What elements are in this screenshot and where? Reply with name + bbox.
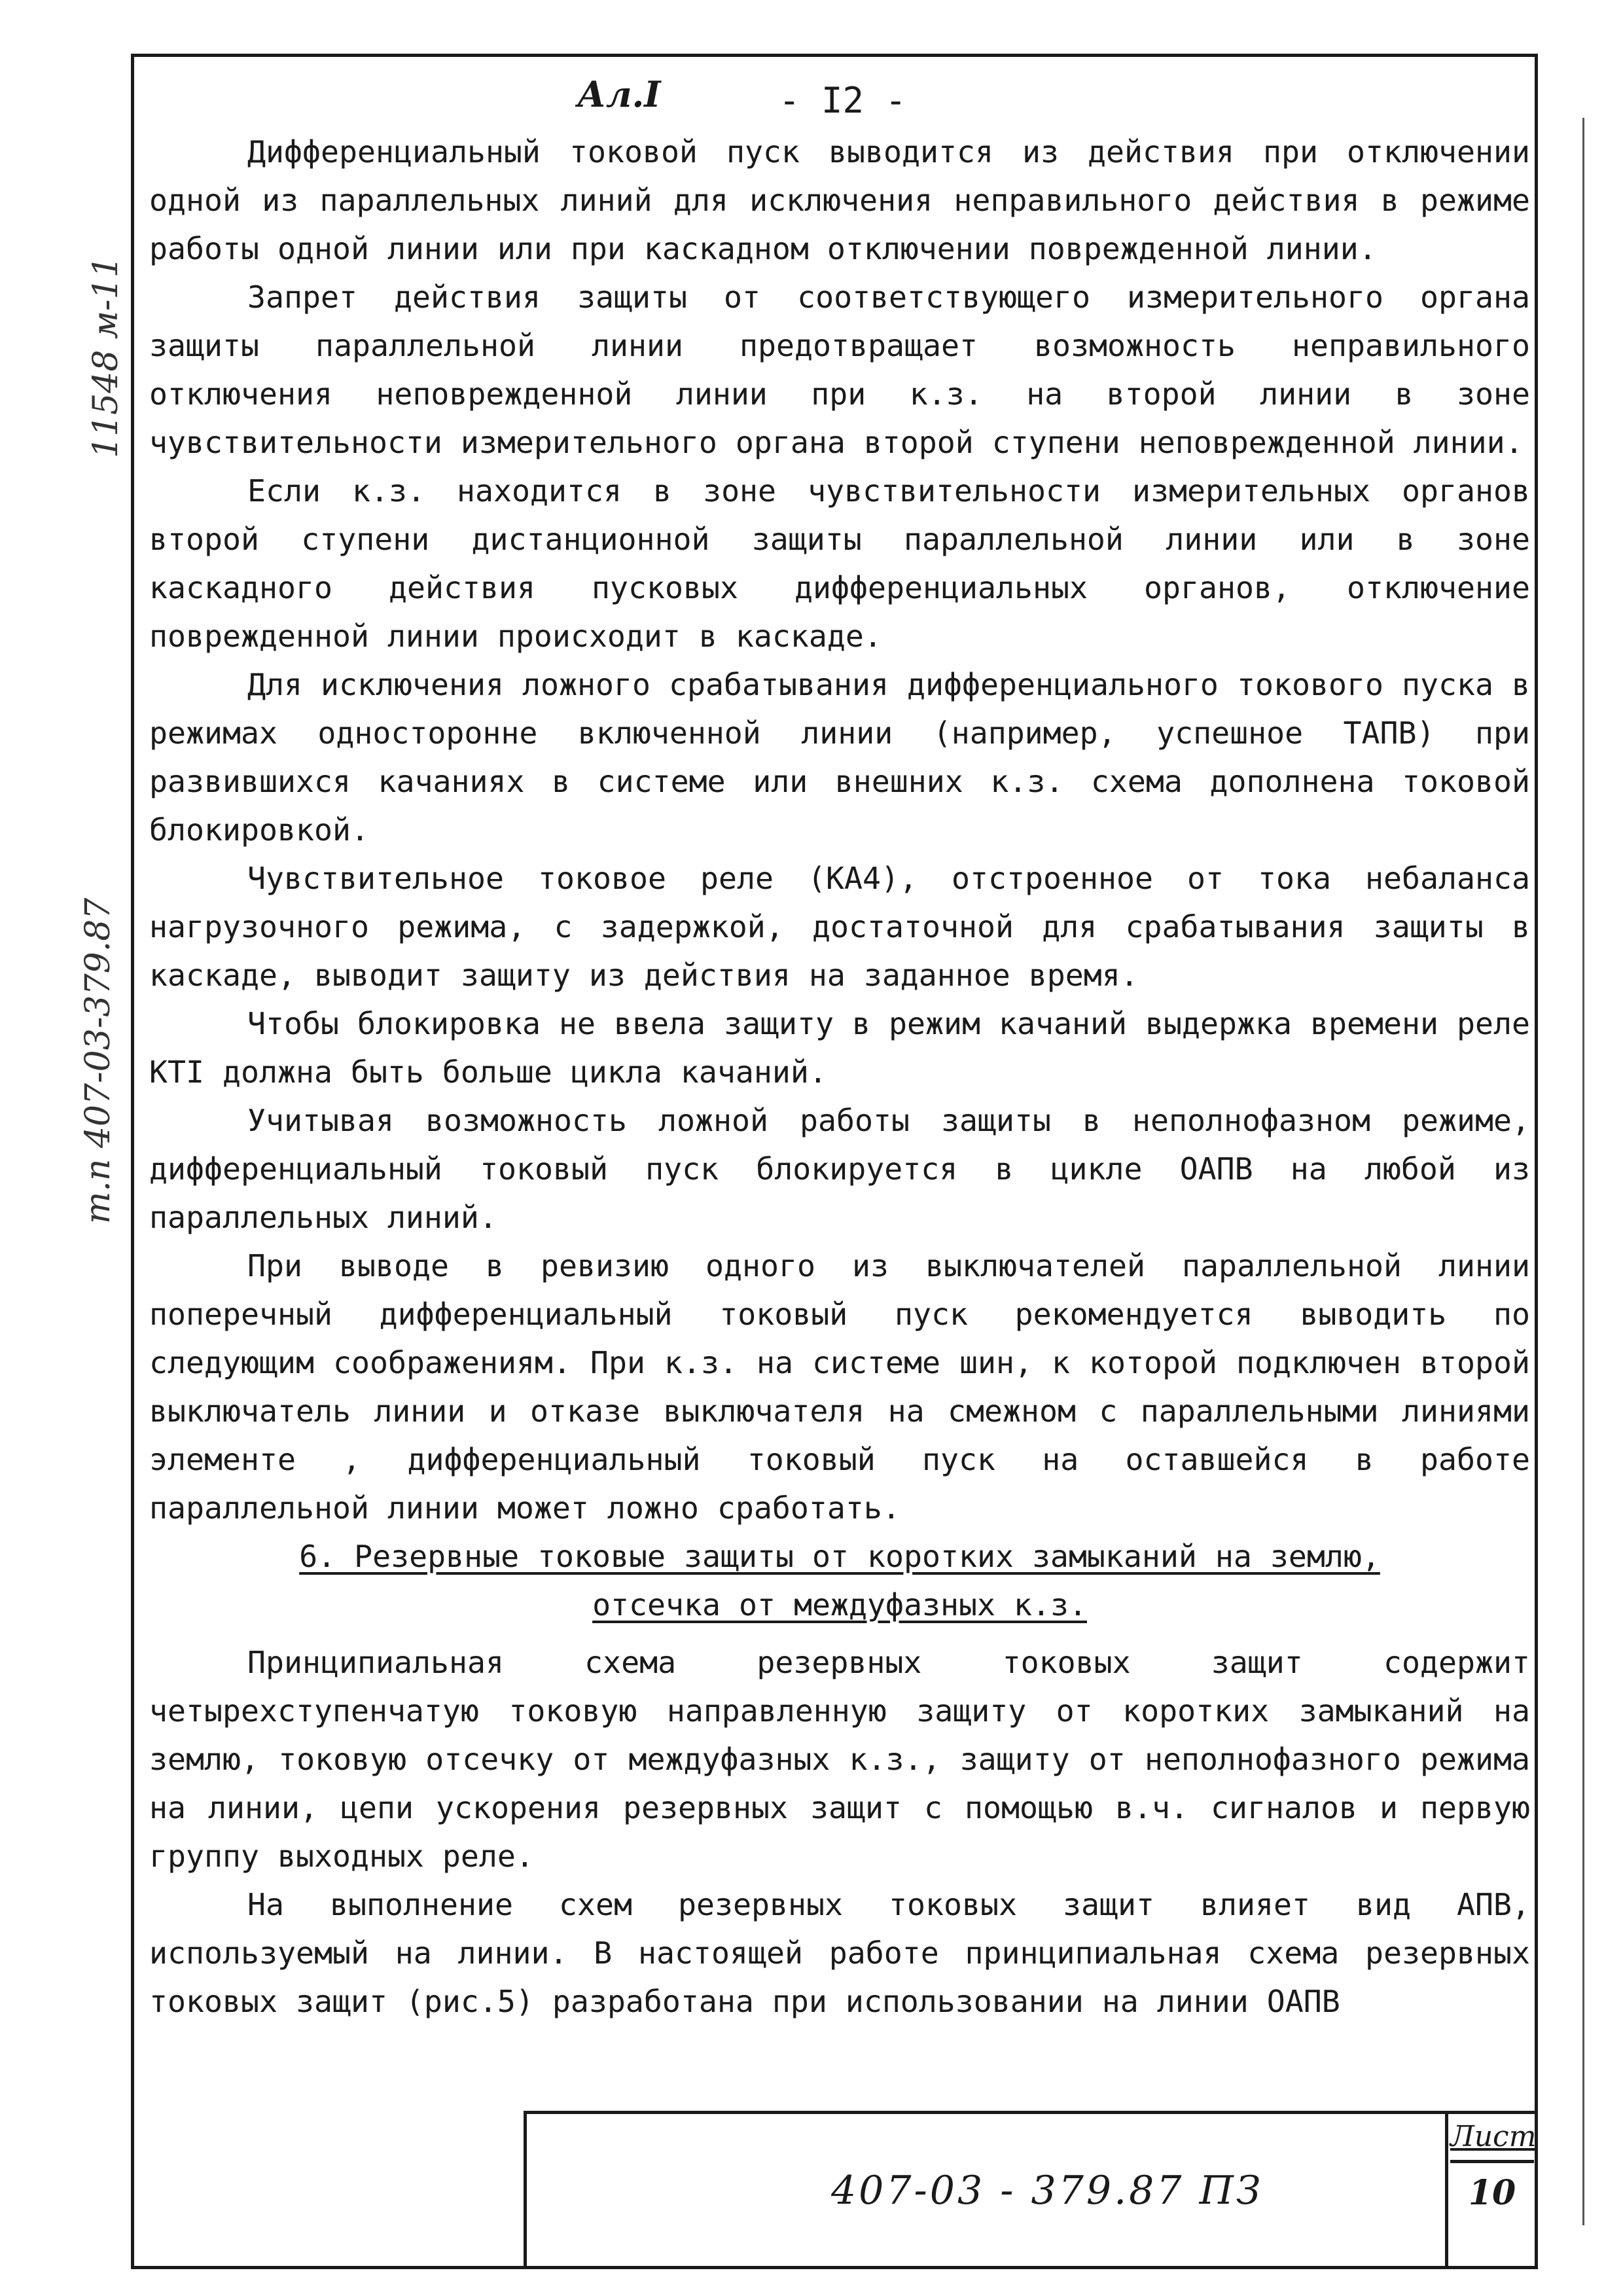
paragraph: Дифференциальный токовой пуск выводится из действия при отключении одной из параллельных линий для исключения неправильного действия в режиме работы одной линии или при каскадном отключении поврежденной линии. <box>149 134 1530 266</box>
document-code: 407-03 - 379.87 ПЗ <box>831 2168 1264 2214</box>
sheet-number: 10 <box>1468 2173 1516 2213</box>
paragraph: Запрет действия защиты от соответствующего измерительного органа защиты параллельной линии предотвращает возможность неправильного отключения неповрежденной линии при к.з. на второй линии в зоне чувствительности измерительного органа второй ступени неповрежденной линии. <box>149 279 1530 460</box>
paragraph: Учитывая возможность ложной работы защиты в неполнофазном режиме, дифференциальный токовый пуск блокируется в цикле ОАПВ на любой из параллельных линий. <box>149 1103 1530 1235</box>
paragraph: На выполнение схем резервных токовых защит влияет вид АПВ, используемый на линии. В настоящей работе принципиальная схема резервных токовых защит (рис.5) разработана при использовании на линии ОАПВ <box>149 1887 1530 2019</box>
margin-note-album: т.п 407-03-379.87 <box>79 897 118 1224</box>
page-number: - I2 - <box>779 80 907 121</box>
paragraph: Чтобы блокировка не ввела защиту в режим качаний выдержка времени реле КТI должна быть больше цикла качаний. <box>149 1006 1530 1090</box>
document-body <box>149 128 1530 2026</box>
section-heading-line-1: 6. Резервные токовые защиты от коротких замыканий на землю, <box>299 1539 1380 1574</box>
scan-edge-line <box>1582 118 1584 2225</box>
paragraph: Чувствительное токовое реле (КА4), отстроенное от тока небаланса нагрузочного режима, с задержкой, достаточной для срабатывания защиты в каскаде, выводит защиту из действия на заданное время. <box>149 861 1530 993</box>
paragraph: Для исключения ложного срабатывания дифференциального токового пуска в режимах односторонне включенной линии (например, успешное ТАПВ) при развившихся качаниях в системе или внешних к.з. схема дополнена токовой блокировкой. <box>149 667 1530 848</box>
section-heading-line-2: отсечка от междуфазных к.з. <box>592 1587 1087 1623</box>
handwritten-note: Ал.I <box>577 73 661 115</box>
paragraph: Принципиальная схема резервных токовых защит содержит четырехступенчатую токовую направленную защиту от коротких замыканий на землю, токовую отсечку от междуфазных к.з., защиту от неполнофазного режима на линии, цепи ускорения резервных защит с помощью в.ч. сигналов и первую группу выходных реле. <box>149 1645 1530 1874</box>
paragraph: При выводе в ревизию одного из выключателей параллельной линии поперечный дифференциальный токовый пуск рекомендуется выводить по следующим соображениям. При к.з. на системе шин, к которой подключен второй выключатель линии и отказе выключателя на смежном с параллельными линиями элементе , дифференциальный токовый пуск на оставшейся в работе параллельной линии может ложно сработать. <box>149 1248 1530 1526</box>
sheet-label: Лист <box>1450 2114 1534 2163</box>
section-heading <box>149 1532 1530 1629</box>
paragraph: Если к.з. находится в зоне чувствительности измерительных органов второй ступени дистанционной защиты параллельной линии или в зоне каскадного действия пусковых дифференциальных органов, отключение поврежденной линии происходит в каскаде. <box>149 473 1530 654</box>
margin-note-inventory: 11548 м-11 <box>86 256 126 458</box>
